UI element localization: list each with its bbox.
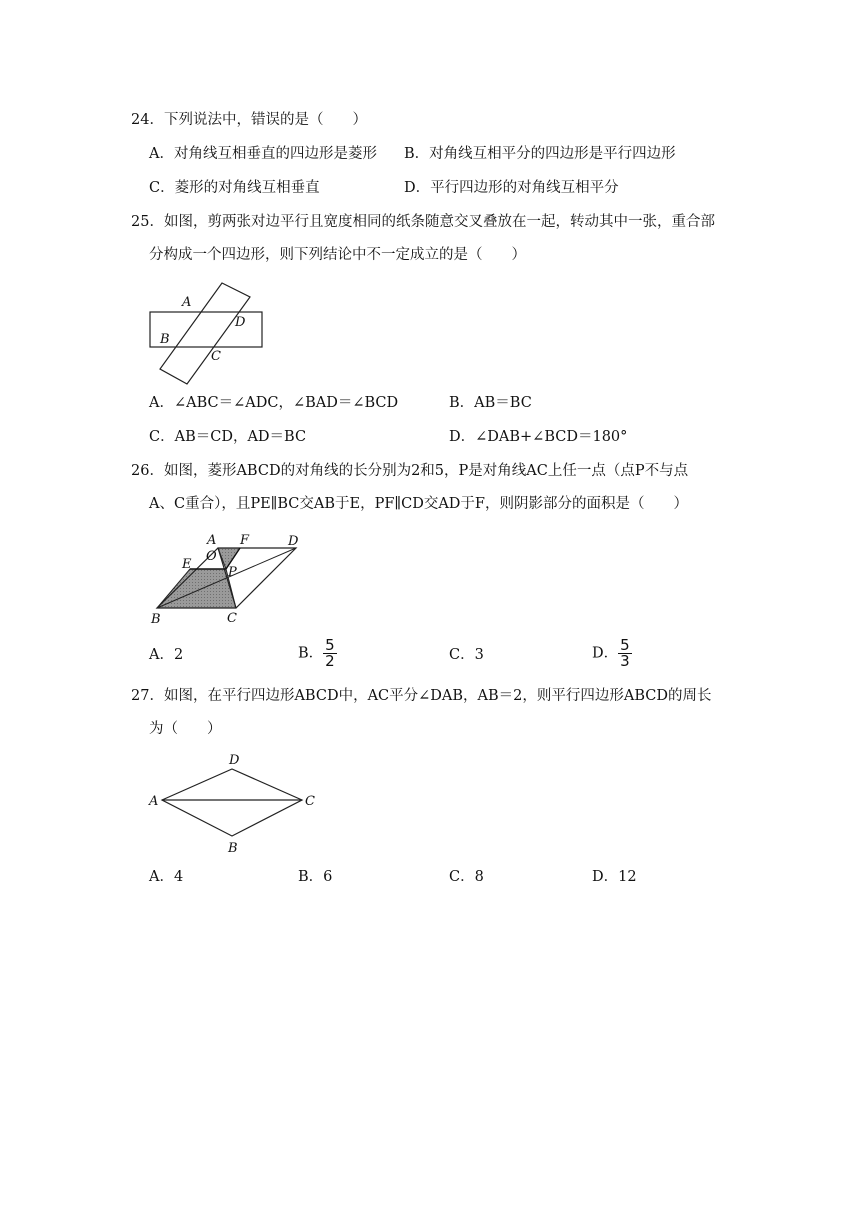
q24-option-b: B．对角线互相平分的四边形是平行四边形: [404, 146, 676, 162]
q25-label-b: B: [160, 332, 170, 347]
q26-label-f: F: [240, 533, 250, 548]
q27-stem-line1: 27．如图，在平行四边形ABCD中，AC平分∠DAB，AB＝2，则平行四边形ABCD的周长: [131, 688, 712, 704]
q25-option-c: C．AB＝CD，AD＝BC: [149, 429, 307, 445]
q27-option-d: D．12: [592, 869, 637, 885]
q26-option-a: A．2: [149, 647, 184, 663]
q27-label-b: B: [228, 841, 238, 856]
q26-option-b-denominator: 2: [325, 652, 335, 670]
q25-option-d: D．∠DAB+∠BCD＝180°: [449, 429, 628, 445]
q24-option-a: A．对角线互相垂直的四边形是菱形: [149, 146, 377, 162]
q26-label-e: E: [182, 557, 192, 572]
q25-label-c: C: [211, 349, 221, 364]
q27-option-b: B．6: [298, 869, 333, 885]
q24-option-c: C．菱形的对角线互相垂直: [149, 180, 320, 196]
q26-label-c: C: [227, 611, 237, 626]
q26-option-d-numerator: 5: [620, 636, 630, 654]
q25-label-a: A: [182, 295, 192, 310]
q24-option-d: D．平行四边形的对角线互相平分: [404, 180, 619, 196]
q27-label-d: D: [229, 753, 240, 768]
q26-label-o: O: [206, 549, 217, 564]
q25-label-d: D: [235, 315, 246, 330]
q27-option-c: C．8: [449, 869, 484, 885]
q26-option-c: C．3: [449, 647, 484, 663]
q27-label-c: C: [305, 794, 315, 809]
q26-stem-line2: A、C重合），且PE∥BC交AB于E，PF∥CD交AD于F，则阴影部分的面积是（ ）: [149, 496, 688, 512]
q26-label-b: B: [151, 612, 161, 627]
q26-label-d: D: [288, 534, 299, 549]
q27-parallelogram: [162, 769, 302, 836]
q27-stem-line2: 为（ ）: [149, 721, 222, 737]
q25-option-a: A．∠ABC＝∠ADC，∠BAD＝∠BCD: [149, 395, 399, 411]
q27-label-a: A: [149, 794, 159, 809]
q24-stem: 24．下列说法中，错误的是（ ）: [131, 112, 367, 128]
q26-option-d-denominator: 3: [620, 652, 630, 670]
q25-stem-line1: 25．如图，剪两张对边平行且宽度相同的纸条随意交叉叠放在一起，转动其中一张，重合部: [131, 214, 715, 230]
q26-label-p: P: [228, 565, 237, 580]
q26-label-a: A: [207, 533, 217, 548]
q26-option-b-prefix: B．: [298, 645, 324, 662]
q26-option-b-numerator: 5: [325, 636, 335, 654]
q27-option-a: A．4: [149, 869, 184, 885]
q26-option-d-prefix: D．: [592, 645, 619, 662]
q25-option-b: B．AB＝BC: [449, 395, 532, 411]
q26-stem-line1: 26．如图，菱形ABCD的对角线的长分别为2和5，P是对角线AC上任一点（点P不与点: [131, 463, 689, 479]
q25-stem-line2: 分构成一个四边形，则下列结论中不一定成立的是（ ）: [149, 247, 526, 263]
